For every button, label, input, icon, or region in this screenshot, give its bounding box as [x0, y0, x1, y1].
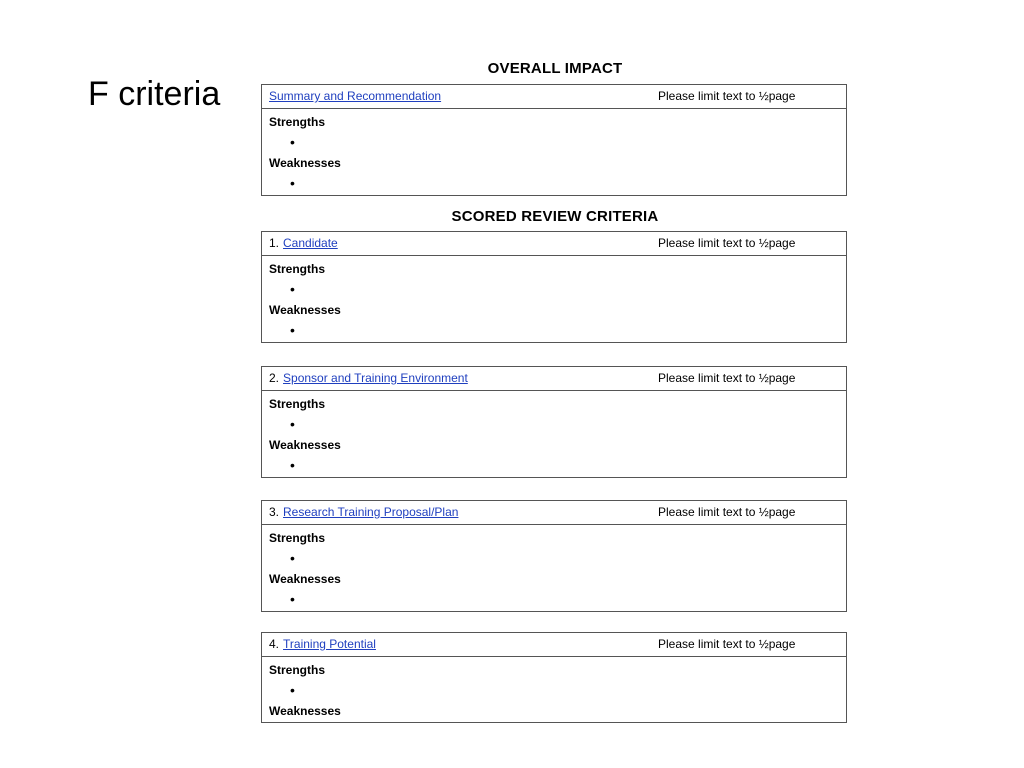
limit-note: Please limit text to ½page: [658, 371, 796, 385]
strengths-label: Strengths: [269, 663, 326, 677]
criterion-link-training-potential[interactable]: Training Potential: [283, 637, 376, 651]
strengths-bullet: •: [290, 682, 295, 698]
limit-note: Please limit text to ½page: [658, 505, 796, 519]
summary-recommendation-link[interactable]: Summary and Recommendation: [269, 89, 442, 103]
box-header: [262, 501, 846, 525]
criterion-link-research-plan[interactable]: Research Training Proposal/Plan: [283, 505, 459, 519]
strengths-label: Strengths: [269, 531, 326, 545]
weaknesses-bullet: •: [290, 322, 295, 338]
strengths-label: Strengths: [269, 115, 326, 129]
criterion-box-1: [261, 231, 847, 343]
weaknesses-bullet: •: [290, 175, 295, 191]
weaknesses-label: Weaknesses: [269, 704, 341, 718]
overall-impact-heading: OVERALL IMPACT: [487, 60, 623, 77]
strengths-label: Strengths: [269, 397, 326, 411]
criterion-number: 2.: [269, 371, 280, 385]
weaknesses-label: Weaknesses: [269, 156, 341, 170]
weaknesses-label: Weaknesses: [269, 303, 341, 317]
criterion-box-4: [261, 632, 847, 723]
strengths-bullet: •: [290, 416, 295, 432]
box-header: [262, 367, 846, 391]
criterion-box-2: [261, 366, 847, 478]
strengths-bullet: •: [290, 550, 295, 566]
overall-impact-box: [261, 84, 847, 196]
weaknesses-bullet: •: [290, 591, 295, 607]
criterion-number: 4.: [269, 637, 280, 651]
scored-review-heading: SCORED REVIEW CRITERIA: [451, 208, 659, 225]
criterion-box-3: [261, 500, 847, 612]
strengths-bullet: •: [290, 134, 295, 150]
weaknesses-label: Weaknesses: [269, 438, 341, 452]
box-header: [262, 85, 846, 109]
limit-note: Please limit text to ½page: [658, 236, 796, 250]
box-header: [262, 633, 846, 657]
strengths-bullet: •: [290, 281, 295, 297]
strengths-label: Strengths: [269, 262, 326, 276]
weaknesses-label: Weaknesses: [269, 572, 341, 586]
limit-note: Please limit text to ½page: [658, 89, 796, 103]
criterion-link-sponsor[interactable]: Sponsor and Training Environment: [283, 371, 468, 385]
criterion-number: 1.: [269, 236, 280, 250]
limit-note: Please limit text to ½page: [658, 637, 796, 651]
weaknesses-bullet: •: [290, 457, 295, 473]
box-header: [262, 232, 846, 256]
criterion-link-candidate[interactable]: Candidate: [283, 236, 338, 250]
criterion-number: 3.: [269, 505, 280, 519]
slide-title: F criteria: [88, 75, 221, 113]
